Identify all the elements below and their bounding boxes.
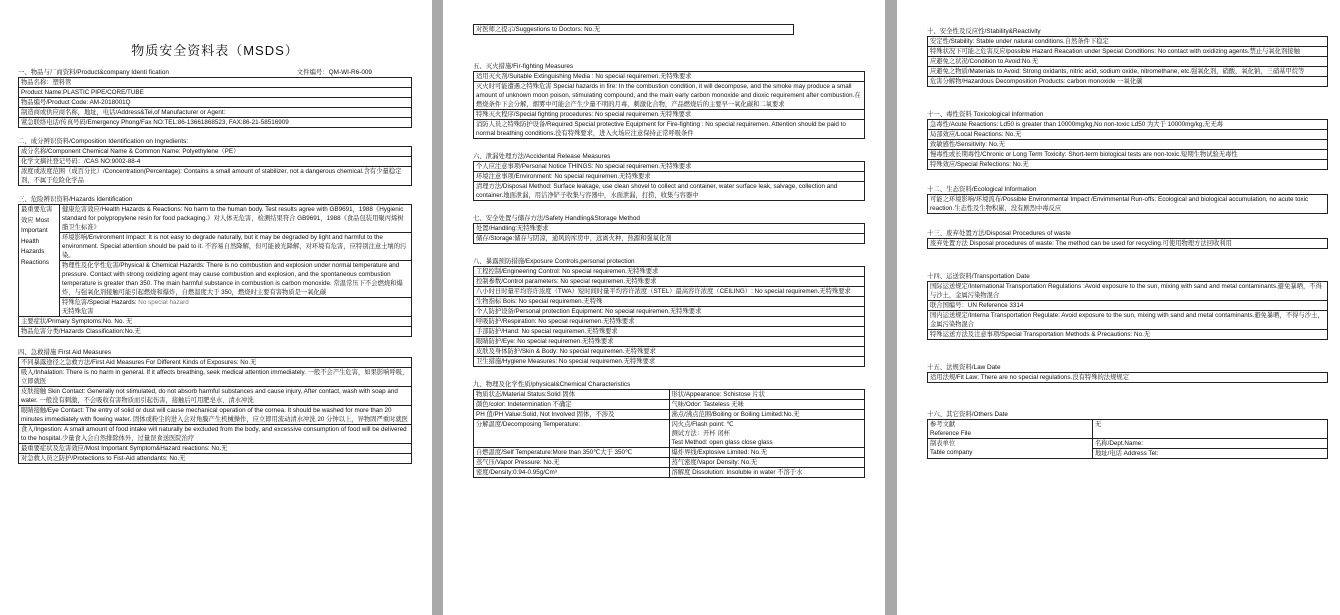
table-row: 清理方法/Disposal Method: Surface leakage, use clean shovel to collect and container, water surface leak, salvage, collection and container.地面泄漏，用洁净铲子收集与容器中，水面泄漏，打捞，收集与容器中 [474,182,865,201]
table-row: 应避免之物质/Materials to Avoid: Strong oxidants, nitric acid, sodium oxide, nitromethane, etc.强氧化剂，硝酸，氧化钠，三硝基甲烷等 [928,67,1328,77]
property-cell: PH 值/PH Value:Solid, Not Involved 固体，不涉及 [474,410,670,420]
section-7-table [473,223,865,244]
table-row: 环境注意事项/Environment: No special requiremen.无特殊要求 [474,172,865,182]
table-row: 对医师之提示/Suggestions to Doctors: No.无 [474,25,794,35]
table-row: 特殊状况下可能之危害反应/possible Hazard Reacation under Special Conditions: No contact with oxidizing agents.禁止与氧化剂接触 [928,47,1328,57]
table-row: 皮肤接触 Skin Contact: Generally not stimulated, do not absorb harmful substances and cause injury, After contact, wash with soap and water. 一般没有刺激，不会吸收有害物质而引起伤害，接触后可用肥皂水、清水冲洗 [19,387,412,406]
document-title: 物质安全资料表（MSDS） [131,43,299,58]
table-row: 物品名称：塑料管 [19,78,412,88]
table-row: 吸入/Inhalation: There is no harm in general. If it affects breathing, seek medical attention immediately. 一般不会产生危害，如果影响呼吸，立即就医 [19,368,412,387]
section-2-heading: 二、成分辨识资料/Composition Identification on Ingredients: [18,138,189,145]
table-row: 控制参数/Control parameters: No special requiremen.无特殊要求 [474,277,865,287]
table-row: 可能之环境影响/环境流布/Possible Environmental Impact /Envimmental Run-offs: Ecological and biological accumulation, no acute toxic reaction.生态性及生物积累，没有剧烈中毒反应 [928,195,1328,214]
primary-symptoms: 主要症状/Primary Symptoms:No. No. 无 [19,317,412,327]
table-row: 八小时日时量平均容许浓度（TWA）短时间时量平均容许浓度（STEL）最高容许浓度（CEILING）: No special requiremen.无特殊要求 [474,287,865,297]
table-row: 致敏感性/Sensitivity: No.无 [928,140,1328,150]
property-cell: 分解温度/Decomposing Temperature: [474,420,670,448]
table-row: 食入/Ingestion: A small amount of food intake will naturally be excluded from the body, and excessive consumption of food will be delivered to the hospital.少量食入会自然排除体外，过量误食送医院治疗 [19,425,412,444]
property-cell: 闪火点/Flash point: ℃ 测试方法：开杯 闭杯 Test Method: open glass close glass [669,420,865,448]
table-row: 国内运送规定/Interna Transportation Regulate: Avoid exposure to the sun, mixing with sand and metal contaminants.避免暴晒，不得与沙土，金属污染物混合 [928,311,1328,330]
table-row: 急毒性/Acute Reactions: Ld50 is greater than 10000mg/kg,No non-toxic Ld50 为大于 10000mg/kg,无无毒 [928,120,1328,130]
property-cell: 爆炸界线/Explosive Limited: No.无 [669,448,865,458]
address-tel: 地址/电话 Address Tel: [1093,449,1328,459]
section-9-heading: 九、物理及化学性质/physical&Chemical Characteristics [473,381,631,388]
table-row: 危害分解物/Hazardous Decomposition Products: carbon monoxide 一氧化碳 [928,77,1328,87]
hazard-side-label: 最重要危害效应 Most Important Health Hazards Reactions [19,205,60,317]
table-row: 皮肤及身体防护/Skin & Body: No special requiremen.无特殊要求 [474,347,865,357]
section-16-heading: 十六、其它资料/Others Date [927,411,1008,418]
environment-impact: 环境影响/Environment Impact: It is not easy to degrade naturally, but it may be degraded by light and harmful to the environment. Special attention should be paid to it. 不容易自然降解，但可能被光降解，对环境有危害，应特别注意土壤的污染。 [60,233,412,261]
table-row: 储存/Storage:储存与阴凉，通风的库房中，远离火种，热源和强氧化剂 [474,234,865,244]
table-row: 物品编号/Product Code: AM-2018001Q [19,98,412,108]
reference-label-cn: 参考文献 [930,421,956,428]
section-4-heading: 四、急救措施 First Aid Measures [18,349,112,356]
table-row: 个人防护设备/Personal protection Equipment: No special requiremen.无特殊要求 [474,307,865,317]
section-5-heading: 五、灭火措施/Fir-fighting Measures [473,63,574,70]
section-8-heading: 八、暴露预防措施/Exposure Controls,personal protection [473,258,635,265]
section-12-table [927,194,1328,214]
hazard-classification: 物品危害分类/Hazards Classification:No.无 [19,327,412,337]
reference-file-value: 无 [1093,420,1328,439]
health-hazards: 健康危害效应/Health Hazards & Reactions: No harm to the human body. Test results agree with GB9691，1988《Hygienic standard for polypropylene resin for food packaging.》对人体无危害，检测结果符合 GB9691，1988《食品包装用聚丙烯树脂卫生标准》 [60,205,412,233]
section-15-table [927,372,1328,383]
table-row: 生物指标 Bois: No special requiremen.无特殊 [474,297,865,307]
property-cell: 沸点/沸点范围/Boiling or Boiling Limited:No.无 [669,410,865,420]
property-cell: 物质状态/Material Status:Solid 固体 [474,390,670,400]
section-6-heading: 六、泄漏处理方法/Accidental Release Measures [473,153,611,160]
section-9-table [473,389,865,478]
table-row: 联合国编号：UN Reference 3314 [928,301,1328,311]
table-row: 消防人员之特殊防护设备/Required Special protective Equipment for Fire-fighting : No special requiremen. Attention should be paid to normal breathing conditions.没有特殊要求，进入火场应注意保持正常呼吸条件 [474,120,865,139]
section-12-heading: 十二、生态资料/Ecological Information [927,186,1037,193]
doctor-suggestions-table [473,24,794,35]
company-label-cn: 制表单位 [930,440,956,447]
table-row: 不同暴露途径之急救方法/First Aid Measures For Different Kinds of Exposures: No.无 [19,358,412,368]
section-1-table [18,77,412,128]
dept-name: 名称/Dept.Name: [1093,439,1328,449]
table-row: 紧急联络电话/传真号码/Emergency Phong/Fax NO:TEL:86-13661868523, FAX:86-21-58516909 [19,118,412,128]
table-row: 成分名称/Component Chemical Name & Common Name: Polyethylene（PE） [19,147,412,157]
table-row: 安定性/Stability: Stable under natural conditions.自然条件下稳定 [928,37,1328,47]
table-row: 应避免之状况/Condition to Avoid:No.无 [928,57,1328,67]
table-row: 处置/Handling:无特殊要求 [474,224,865,234]
table-row: 慢毒性或长期毒性/Chronic or Long Term Toxicity: Short-term biological tests are non-toxic.短期生物试验无毒性 [928,150,1328,160]
section-5-table [473,71,865,139]
property-cell: 蒸气密度/Vapor Density: No.无 [669,458,865,468]
table-row: 化学文摘社登记号码：/CAS NO:9002-88-4 [19,157,412,167]
section-10-table [927,36,1328,87]
section-3-heading: 三、危险辨识资料/Hazards Identification [18,196,133,203]
table-row: 最重要症状及危害效应/Most Important Symptom&Hazard reactions: No.无 [19,444,412,454]
table-row: 工程控制/Engineering Control: No special requiremen.无特殊要求 [474,267,865,277]
property-cell: 溶解度 Dissolution: Insoluble in water 不溶于水 [669,468,865,478]
table-row: 手部防护/Hand: No special requiremen.无特殊要求 [474,327,865,337]
section-6-table [473,161,865,201]
property-cell: 蒸气压/Vapor Pressure: No.无 [474,458,670,468]
special-hazards [60,298,412,317]
table-row: 灭火时可能遭遇之特殊危害 Special hazards in fire: In the combustion condition, it will decompose, and the smoke may produce a small amount of unknown moon poison, stimulating compound, and the main early carbon monoxide and dioxic requirement after combustion.在燃烧条件下会分解，烟雾中可能会产生少量不明的月毒，刺激化合物，产品燃烧后的主要早一氧化碳和二氧要求 [474,82,865,110]
document-page-3 [897,0,1340,615]
reference-label-en: Reference File [930,430,971,437]
section-2-table [18,146,412,186]
table-row: 适用灭火剂/Suitable Extinguishing Media : No special requiremen.无特殊要求 [474,72,865,82]
special-hazards-label: 特殊危害/Special Hazards: [62,299,137,306]
document-number: 文件编号：QM-WI-R6-009 [296,69,372,76]
property-cell: 颜色/color: Indetermination 不确定 [474,400,670,410]
physical-chemical-hazards: 物理性及化学性危害/Physical & Chemical Hazards: There is no combustion and explosion under normal temperature and pressure. Contact with strong oxidizing agent may cause combustion and explosion, and the spontaneous combustion temperature is greater than 350. The main harmful substance in combustion is carbon monoxide. 常温常压下不会燃烧和爆炸，与强氧化剂接触可能引起燃烧和爆炸，自燃温度大于 350，燃烧时主要有害物质是一氧化碳 [60,261,412,298]
document-page-2 [443,0,885,615]
document-page-1 [0,0,432,615]
table-row: 对急救人员之防护/Protections to Fist-Aid attendants: No.无 [19,454,412,464]
section-8-table [473,266,865,367]
section-11-heading: 十一、毒性资料 Toxicological Information [927,111,1044,118]
section-11-table [927,119,1328,170]
property-cell: 密度/Density:0.94-0.95g/Cm³ [474,468,670,478]
table-row: 眼睛接触/Eye Contact: The entry of solid or dust will cause mechanical operation of the cornea. It should be washed for more than 20 minutes immediately with flowing water. 固体或粉尘的进入会对角膜产生机械操作，应立即用流动清水冲洗 20 分钟以上，异物固严重时就医 [19,406,412,425]
table-row: 制造商或供应商名称，地址，电话/Address&Tel,of Manufacturer or Agent: [19,108,412,118]
section-4-table [18,357,412,464]
section-14-table [927,281,1328,340]
company-label-en: Table company [930,449,973,456]
table-row: 特殊效应/Special Refections: No.无 [928,160,1328,170]
table-row: 个人应注意事项/Personal Notice THINGS: No special requiremen.无特殊要求 [474,162,865,172]
special-hazards-value: No special hazard [138,299,189,306]
table-row: 废弃处置方法 Disposal procedures of waste: The method can be used for recycling.可使用物理方法回收利用 [928,239,1328,249]
table-row: 眼睛防护/Eye: No special requiremen.无特殊要求 [474,337,865,347]
reference-file-label [928,420,1093,439]
table-row: 呼吸防护/Respiration: No special requiremen.无特殊要求 [474,317,865,327]
section-14-heading: 十四、运送资料/Transportation Date [927,273,1030,280]
section-3-table [18,204,412,337]
special-hazards-cn: 无特殊危害 [62,308,94,315]
section-10-heading: 十、安全性及反应性/Stability&Reactivity [927,28,1041,35]
section-1-header [18,67,412,76]
section-13-table [927,238,1328,249]
table-row: 卫生措施/Hygiene Measures: No special requiremen.无特殊要求 [474,357,865,367]
table-row: 适用法规/Fit Law: There are no special regulations.没有特殊的法规规定 [928,373,1328,383]
table-row: 局部效应/Local Reactions: No.无 [928,130,1328,140]
section-13-heading: 十三、废弃处置方法/Disposal Procedures of waste [927,230,1071,237]
property-cell: 形状/Appearance: Schistose 片状 [669,390,865,400]
table-row: 特殊灭火程序/Special fighting procedures: No special requiremen.无特殊要求 [474,110,865,120]
section-7-heading: 七、安全处置与储存方法/Safety Handling&Storage Method [473,215,640,222]
table-row: 浓度或浓度范围（成百分比）/Concentration(Percentage): Contains a small amount of stabilizer, not a dangerous chemical.含有少量稳定剂，不属于危险化学品 [19,167,412,186]
table-row: Product Name:PLASTIC PIPE/CORE/TUBE [19,88,412,98]
section-16-table [927,419,1328,459]
section-1-heading: 一、物品与厂商资料/Product&company Identi fication [18,69,169,76]
table-row: 特殊运送方法及注意事项/Special Transportation Methods & Precautions: No.无 [928,330,1328,340]
table-company-label [928,439,1093,459]
section-15-heading: 十五、法规资料/Law Date [927,364,1001,371]
property-cell: 自燃温度/Self Temperature:More than 350℃大于 350℃ [474,448,670,458]
table-row: 国际运送规定/International Transportation Regulations :Avoid exposure to the sun, mixing with sand and metal contaminants.避免暴晒，不得与沙土，金属污染物混合 [928,282,1328,301]
property-cell: 气味/Odor: Tasteless 无味 [669,400,865,410]
